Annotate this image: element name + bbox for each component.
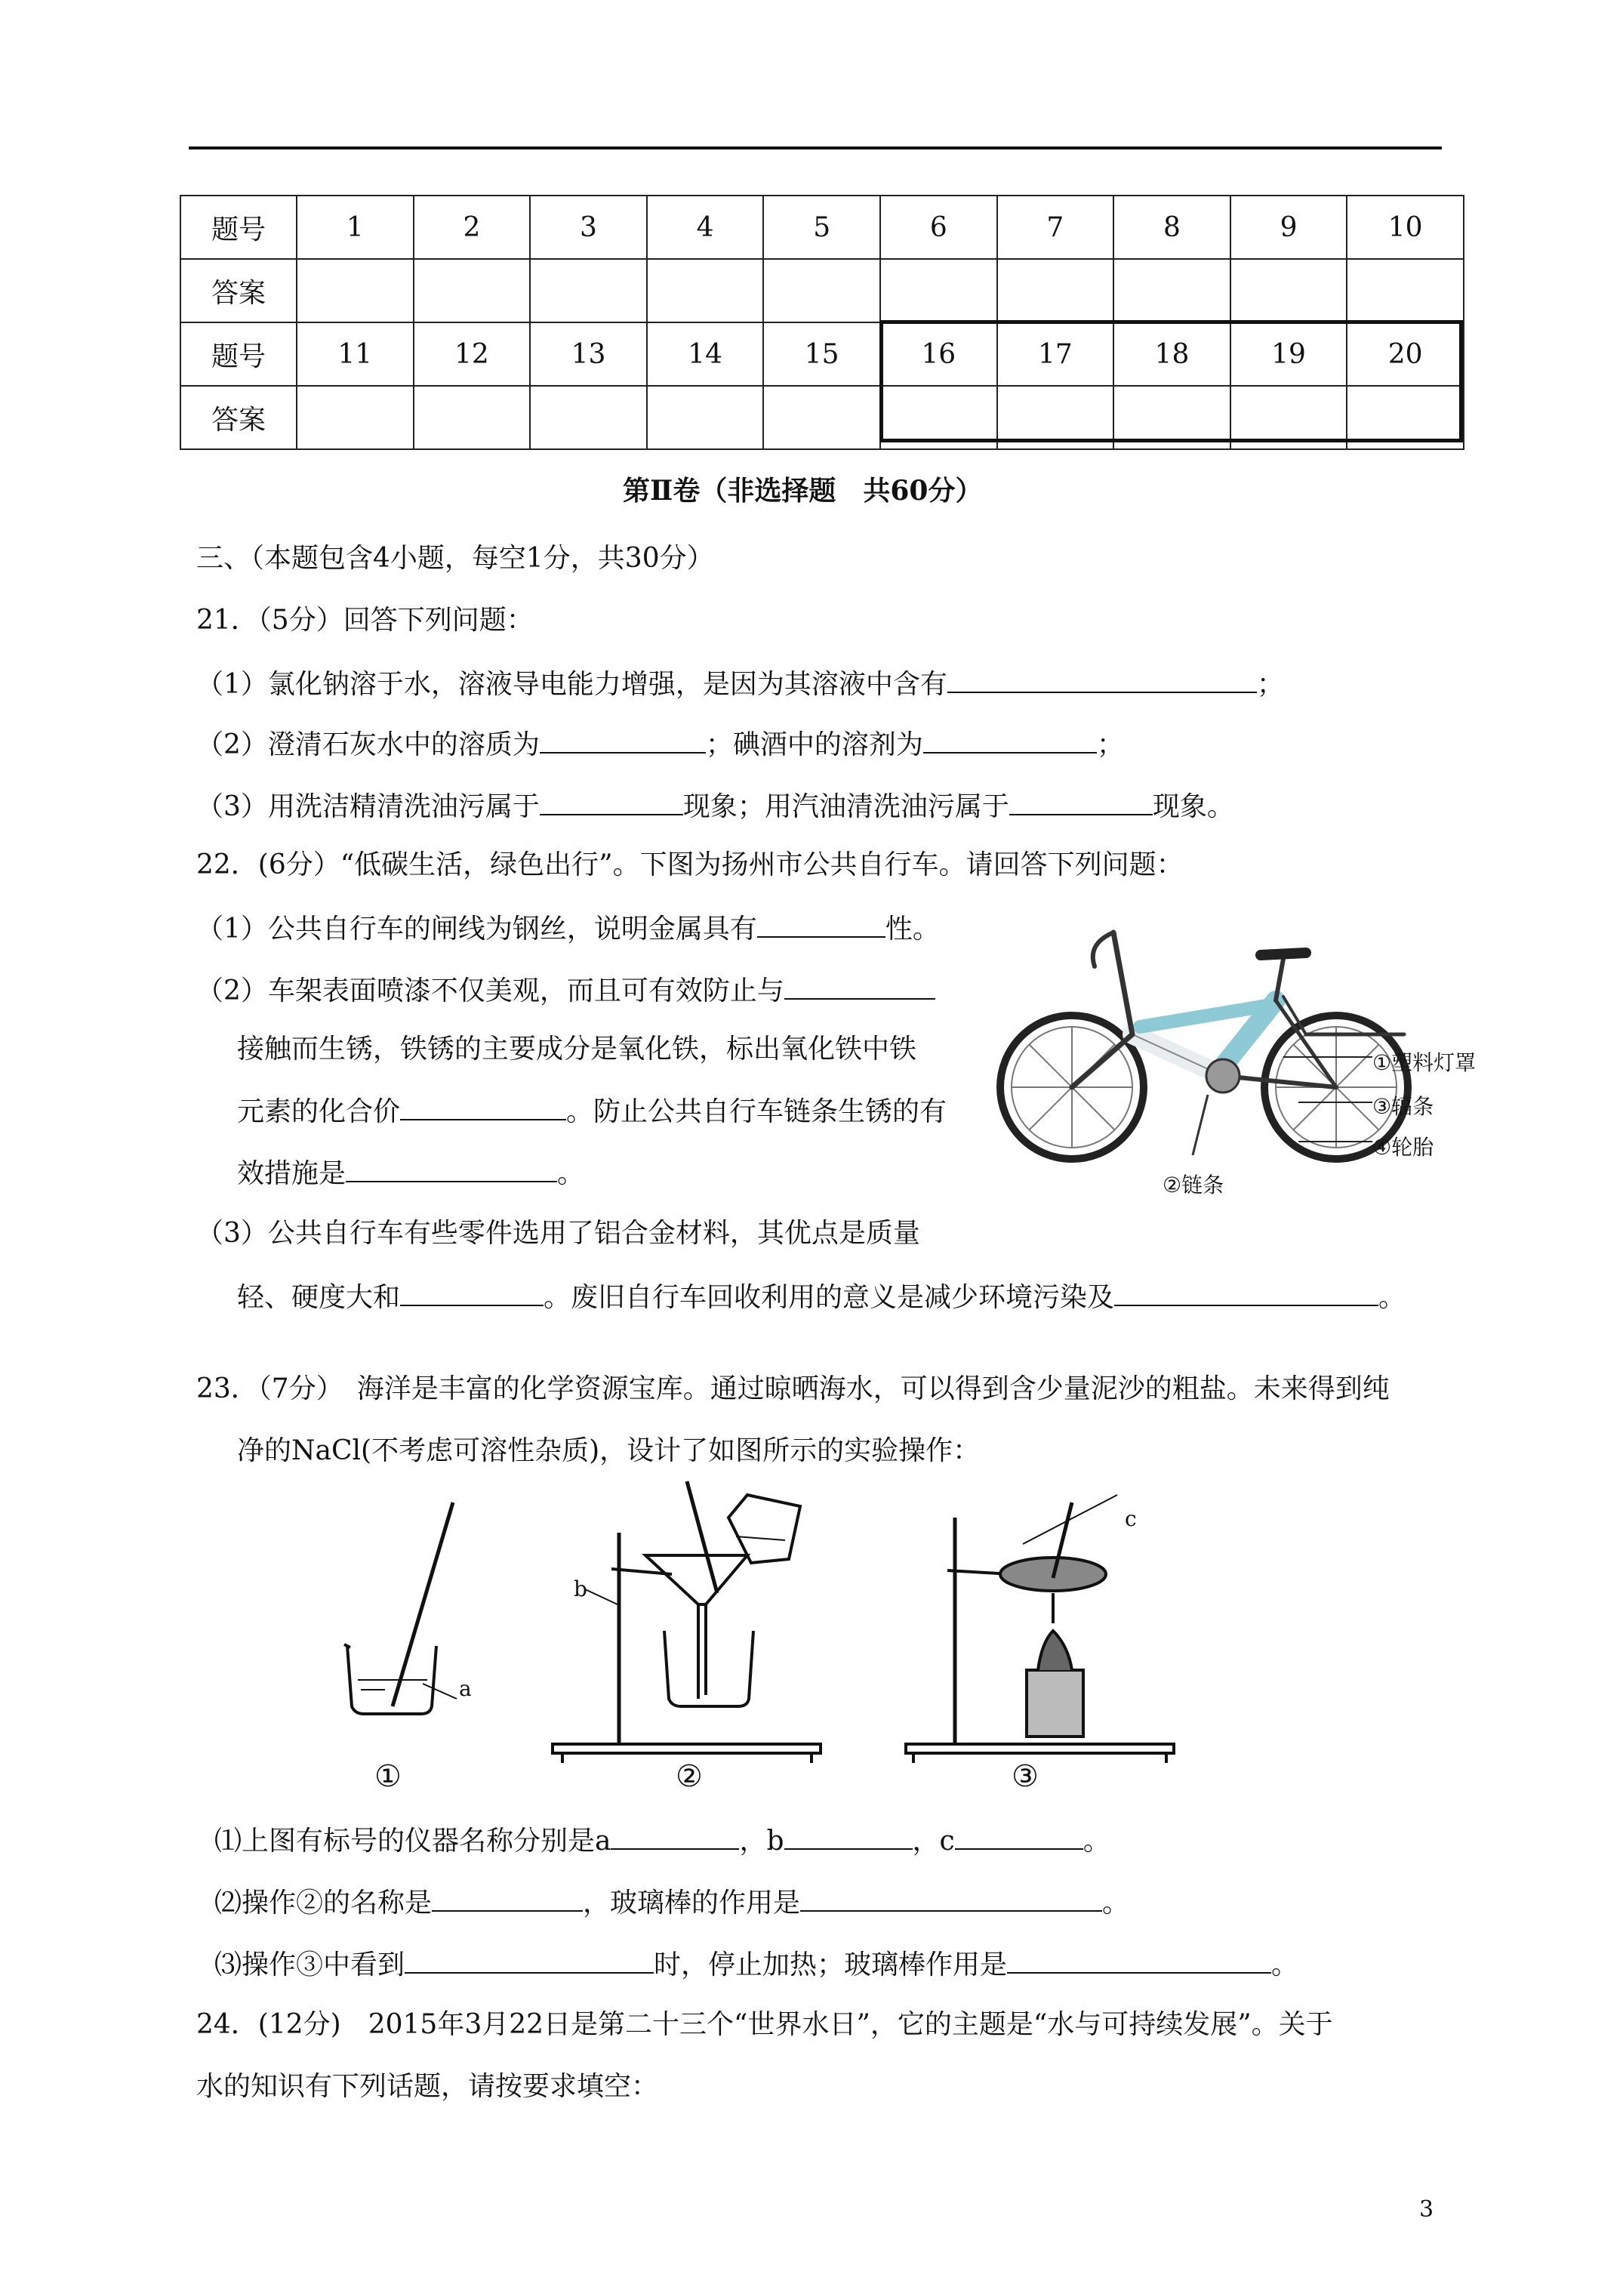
q23-blank-2a[interactable] (432, 1885, 583, 1912)
answer-cell[interactable] (880, 259, 997, 322)
answer-cell[interactable] (647, 386, 764, 449)
answer-table-row (180, 386, 1464, 449)
q21-blank-5[interactable] (1009, 788, 1153, 815)
answer-cell[interactable] (530, 386, 647, 449)
question-number-cell: 8 (1113, 196, 1230, 259)
question-number-cell: 12 (414, 322, 531, 386)
question-number-cell: 13 (530, 322, 647, 386)
question-number-cell: 20 (1347, 322, 1464, 386)
q23-stem-line1: 23．（7分） 海洋是丰富的化学资源宝库。通过晾晒海水，可以得到含少量泥沙的粗盐。未来得到纯 (196, 1373, 1390, 1404)
answer-cell[interactable] (1230, 386, 1347, 449)
q23-blank-c[interactable] (955, 1823, 1083, 1850)
q22-blank-5[interactable] (400, 1279, 544, 1306)
header-rule (189, 146, 1442, 149)
q22-part1: （1）公共自行车的闸线为钢丝，说明金属具有 性。 (196, 911, 940, 946)
q22-part3-line1: （3）公共自行车有些零件选用了铝合金材料，其优点是质量 (196, 1218, 920, 1249)
beaker-with-rod-icon (344, 1502, 457, 1714)
filtration-setup-icon (553, 1481, 821, 1763)
question-number-cell: 9 (1230, 196, 1347, 259)
answer-cell[interactable] (997, 386, 1114, 449)
q21-blank-1[interactable] (947, 666, 1257, 693)
question-number-cell: 17 (997, 322, 1114, 386)
q23-blank-3a[interactable] (405, 1946, 654, 1974)
table-row-header: 题号 (180, 196, 297, 259)
q21-stem: 21．（5分）回答下列问题： (196, 605, 534, 636)
q21-blank-3[interactable] (923, 726, 1097, 754)
q22-blank-3[interactable] (400, 1093, 566, 1120)
question-number-cell: 2 (414, 196, 531, 259)
answer-cell[interactable] (1113, 386, 1230, 449)
answer-cell[interactable] (414, 259, 531, 322)
q23-part1: ⑴上图有标号的仪器名称分别是a ，b ，c 。 (214, 1823, 1110, 1858)
fig-label-c: c (1125, 1506, 1137, 1531)
question-number-cell: 6 (880, 196, 997, 259)
question-number-cell: 1 (297, 196, 414, 259)
question-number-cell: 4 (647, 196, 764, 259)
part3-header: 三、（本题包含4小题，每空1分，共30分） (196, 543, 714, 574)
bike-label-leaders (1283, 1042, 1381, 1155)
q22-part2-line3: 元素的化合价 。防止公共自行车链条生锈的有 (237, 1093, 947, 1129)
table-row-header: 答案 (180, 386, 297, 449)
answer-cell[interactable] (414, 386, 531, 449)
question-number-cell: 5 (763, 196, 880, 259)
question-number-cell: 3 (530, 196, 647, 259)
q22-blank-1[interactable] (757, 911, 885, 938)
q23-blank-2b[interactable] (800, 1885, 1102, 1912)
answer-cell[interactable] (297, 259, 414, 322)
answer-cell[interactable] (297, 386, 414, 449)
q22-blank-6[interactable] (1114, 1279, 1378, 1306)
q23-part2: ⑵操作②的名称是 ，玻璃棒的作用是 。 (214, 1885, 1129, 1920)
question-number-cell: 15 (763, 322, 880, 386)
lab-apparatus-figure (317, 1472, 1223, 1789)
fig-num-1: ① (374, 1759, 402, 1794)
answer-cell[interactable] (1113, 259, 1230, 322)
q24-stem-line2: 水的知识有下列话题，请按要求填空： (196, 2071, 659, 2102)
evaporation-setup-icon (906, 1495, 1174, 1763)
q23-part3: ⑶操作③中看到 时，停止加热；玻璃棒作用是 。 (214, 1946, 1298, 1982)
q22-part3-line2: 轻、硬度大和 。废旧自行车回收利用的意义是减少环境污染及 。 (237, 1279, 1406, 1314)
answer-cell[interactable] (763, 386, 880, 449)
answer-cell[interactable] (997, 259, 1114, 322)
question-number-cell: 7 (997, 196, 1114, 259)
answer-table (180, 195, 1464, 450)
bike-label-chain: ②链条 (1163, 1173, 1224, 1197)
q22-stem: 22．(6分）“低碳生活，绿色出行”。下图为扬州市公共自行车。请回答下列问题： (196, 849, 1184, 880)
q21-part3: （3）用洗洁精清洗油污属于 现象；用汽油清洗油污属于 现象。 (196, 788, 1234, 824)
chainring-icon (1206, 1059, 1240, 1093)
q21-blank-4[interactable] (540, 788, 683, 815)
answer-cell[interactable] (647, 259, 764, 322)
answer-table-row (180, 196, 1464, 259)
question-number-cell: 19 (1230, 322, 1347, 386)
answer-cell[interactable] (763, 259, 880, 322)
page-number: 3 (1419, 2196, 1434, 2223)
section-title: 第Ⅱ卷（非选择题 共60分） (623, 475, 983, 507)
q21-part1: （1）氯化钠溶于水，溶液导电能力增强，是因为其溶液中含有 ； (196, 666, 1284, 701)
question-number-cell: 18 (1113, 322, 1230, 386)
table-row-header: 题号 (180, 322, 297, 386)
bike-label-lamp: ①塑料灯罩 (1372, 1050, 1477, 1075)
answer-table-row (180, 322, 1464, 386)
answer-cell[interactable] (1347, 259, 1464, 322)
answer-table-row (180, 259, 1464, 322)
fig-num-3: ③ (1012, 1759, 1039, 1794)
bike-label-tyre: ④轮胎 (1372, 1135, 1434, 1160)
q24-stem-line1: 24．(12分) 2015年3月22日是第二十三个“世界水日”，它的主题是“水与可持续发展”。关于 (196, 2009, 1333, 2040)
fig-label-a: a (459, 1676, 472, 1701)
q22-part2-line1: （2）车架表面喷漆不仅美观，而且可有效防止与 (196, 972, 935, 1008)
fig-num-2: ② (676, 1759, 703, 1794)
question-number-cell: 10 (1347, 196, 1464, 259)
q22-blank-4[interactable] (346, 1155, 557, 1182)
table-row-header: 答案 (180, 259, 297, 322)
answer-cell[interactable] (880, 386, 997, 449)
q22-part2-line2: 接触而生锈，铁锈的主要成分是氧化铁，标出氧化铁中铁 (237, 1034, 917, 1065)
answer-cell[interactable] (1347, 386, 1464, 449)
q21-blank-2[interactable] (540, 726, 706, 754)
q21-part2: （2）澄清石灰水中的溶质为 ；碘酒中的溶剂为 ； (196, 726, 1124, 762)
question-number-cell: 16 (880, 322, 997, 386)
question-number-cell: 14 (647, 322, 764, 386)
q22-part2-line4: 效措施是 。 (237, 1155, 584, 1191)
fig-label-b: b (574, 1576, 587, 1601)
q23-stem-line2: 净的NaCl(不考虑可溶性杂质)，设计了如图所示的实验操作： (237, 1435, 981, 1466)
question-number-cell: 11 (297, 322, 414, 386)
q23-blank-a[interactable] (611, 1823, 739, 1850)
answer-cell[interactable] (1230, 259, 1347, 322)
q22-blank-2[interactable] (784, 972, 935, 1000)
q23-blank-3b[interactable] (1007, 1946, 1271, 1974)
q23-blank-b[interactable] (784, 1823, 913, 1850)
answer-cell[interactable] (530, 259, 647, 322)
bike-label-spoke: ③辐条 (1372, 1094, 1434, 1119)
